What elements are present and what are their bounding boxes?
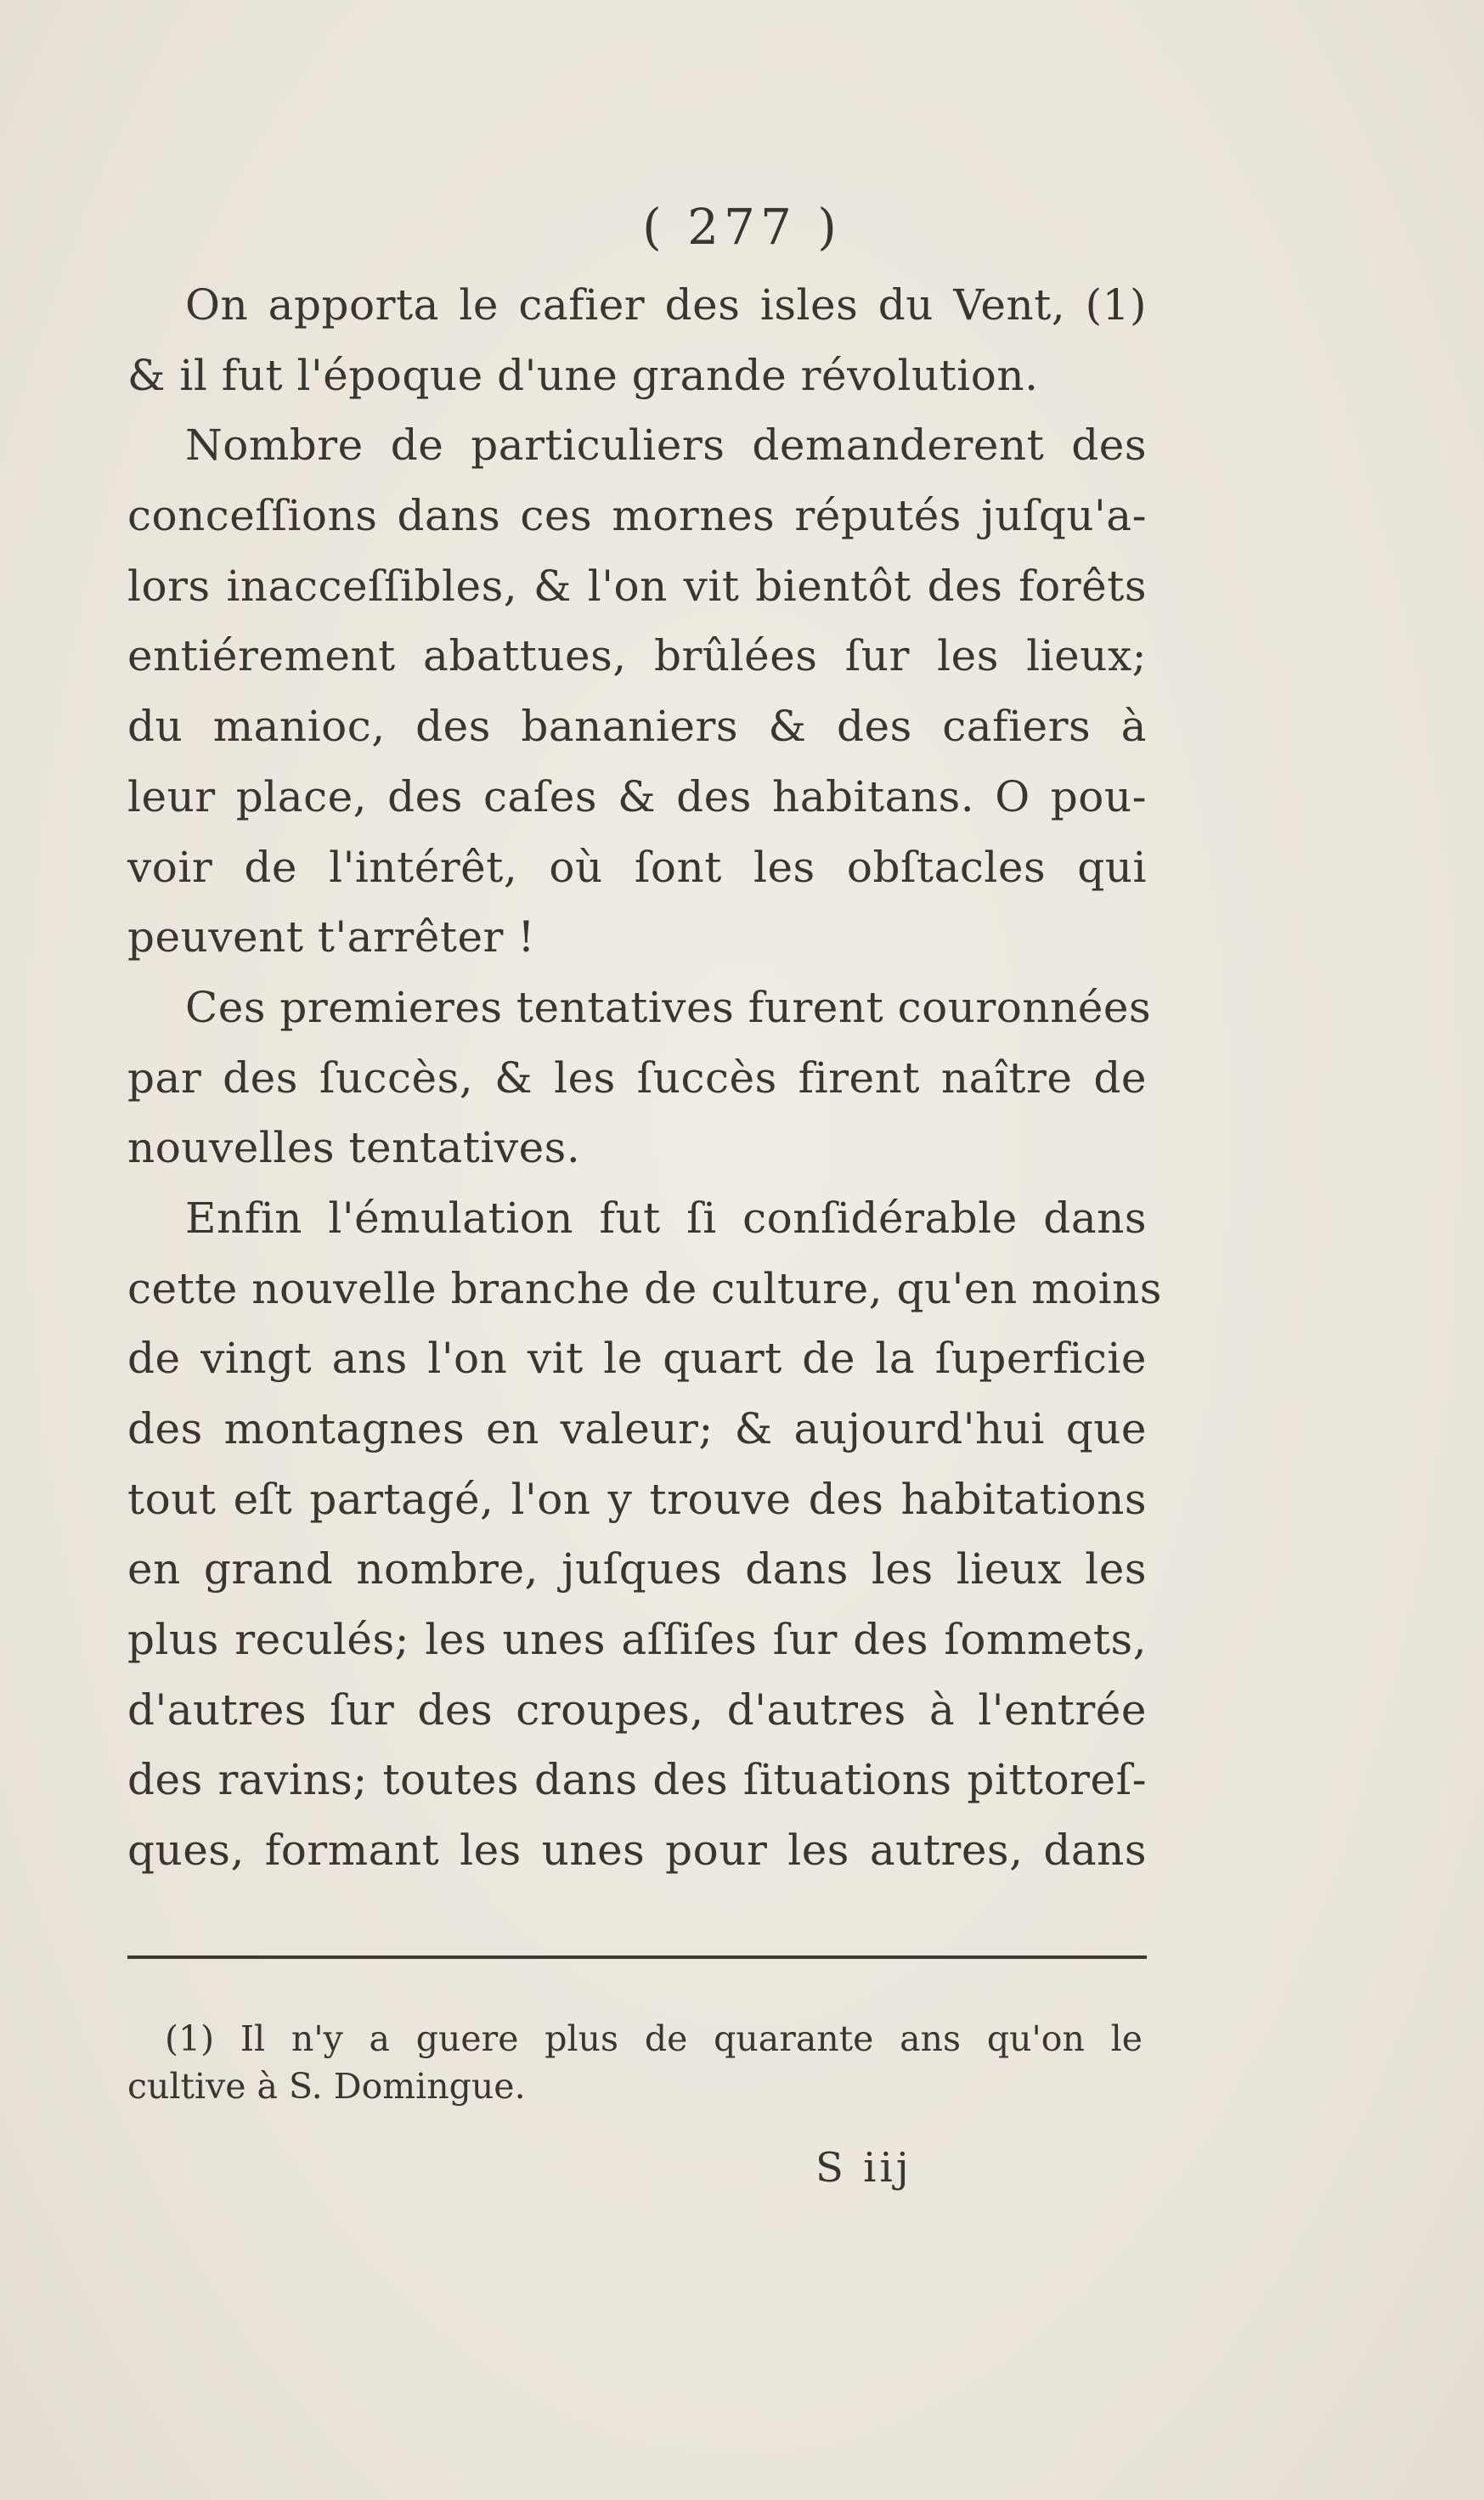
text-line: leur place, des caſes & des habitans. O pou- bbox=[127, 771, 1147, 821]
text-line: cette nouvelle branche de culture, qu'en moins bbox=[127, 1263, 1162, 1313]
footnote bbox=[127, 2015, 1143, 2110]
text-line: Ces premieres tentatives furent couronnées bbox=[185, 982, 1152, 1032]
text-line: entiérement abattues, brûlées ſur les lieux; bbox=[127, 631, 1147, 681]
text-line: de vingt ans l'on vit le quart de la ſuperficie bbox=[127, 1334, 1147, 1384]
text-line: en grand nombre, juſques dans les lieux les bbox=[127, 1544, 1147, 1594]
text-line: Enfin l'émulation fut ſi conſidérable dans bbox=[185, 1193, 1147, 1243]
text-line: Nombre de particuliers demanderent des bbox=[185, 420, 1147, 471]
page-number: ( 277 ) bbox=[642, 198, 842, 256]
footnote-line: cultive à S. Domingue. bbox=[127, 2066, 526, 2107]
text-line: On apporta le cafier des isles du Vent, (1) bbox=[185, 280, 1147, 330]
footnote-rule bbox=[127, 1955, 1147, 1959]
text-line: peuvent t'arrêter ! bbox=[127, 912, 535, 962]
text-line: d'autres ſur des croupes, d'autres à l'entrée bbox=[127, 1685, 1147, 1735]
text-line: voir de l'intérêt, où ſont les obſtacles qui bbox=[127, 842, 1147, 892]
text-line: ques, formant les unes pour les autres, dans bbox=[127, 1826, 1147, 1876]
text-line: nouvelles tentatives. bbox=[127, 1123, 581, 1173]
signature-mark: S iij bbox=[815, 2144, 912, 2192]
body-text bbox=[127, 270, 1162, 1886]
text-line: plus reculés; les unes aſſiſes ſur des ſommets, bbox=[127, 1615, 1147, 1665]
text-line: des montagnes en valeur; & aujourd'hui que bbox=[127, 1404, 1147, 1453]
text-line: du manioc, des bananiers & des cafiers à bbox=[127, 702, 1147, 752]
text-line: lors inacceſſibles, & l'on vit bientôt des forêts bbox=[127, 561, 1147, 611]
text-line: des ravins; toutes dans des ſituations pittoreſ- bbox=[127, 1755, 1147, 1805]
text-line: conceſſions dans ces mornes réputés juſqu'a- bbox=[127, 491, 1147, 541]
text-line: & il fut l'époque d'une grande révolution. bbox=[127, 350, 1039, 400]
text-line: par des ſuccès, & les ſuccès firent naître de bbox=[127, 1052, 1147, 1103]
footnote-line: (1) Il n'y a guere plus de quarante ans qu'on le bbox=[165, 2018, 1143, 2059]
text-line: tout eſt partagé, l'on y trouve des habitations bbox=[127, 1474, 1147, 1524]
